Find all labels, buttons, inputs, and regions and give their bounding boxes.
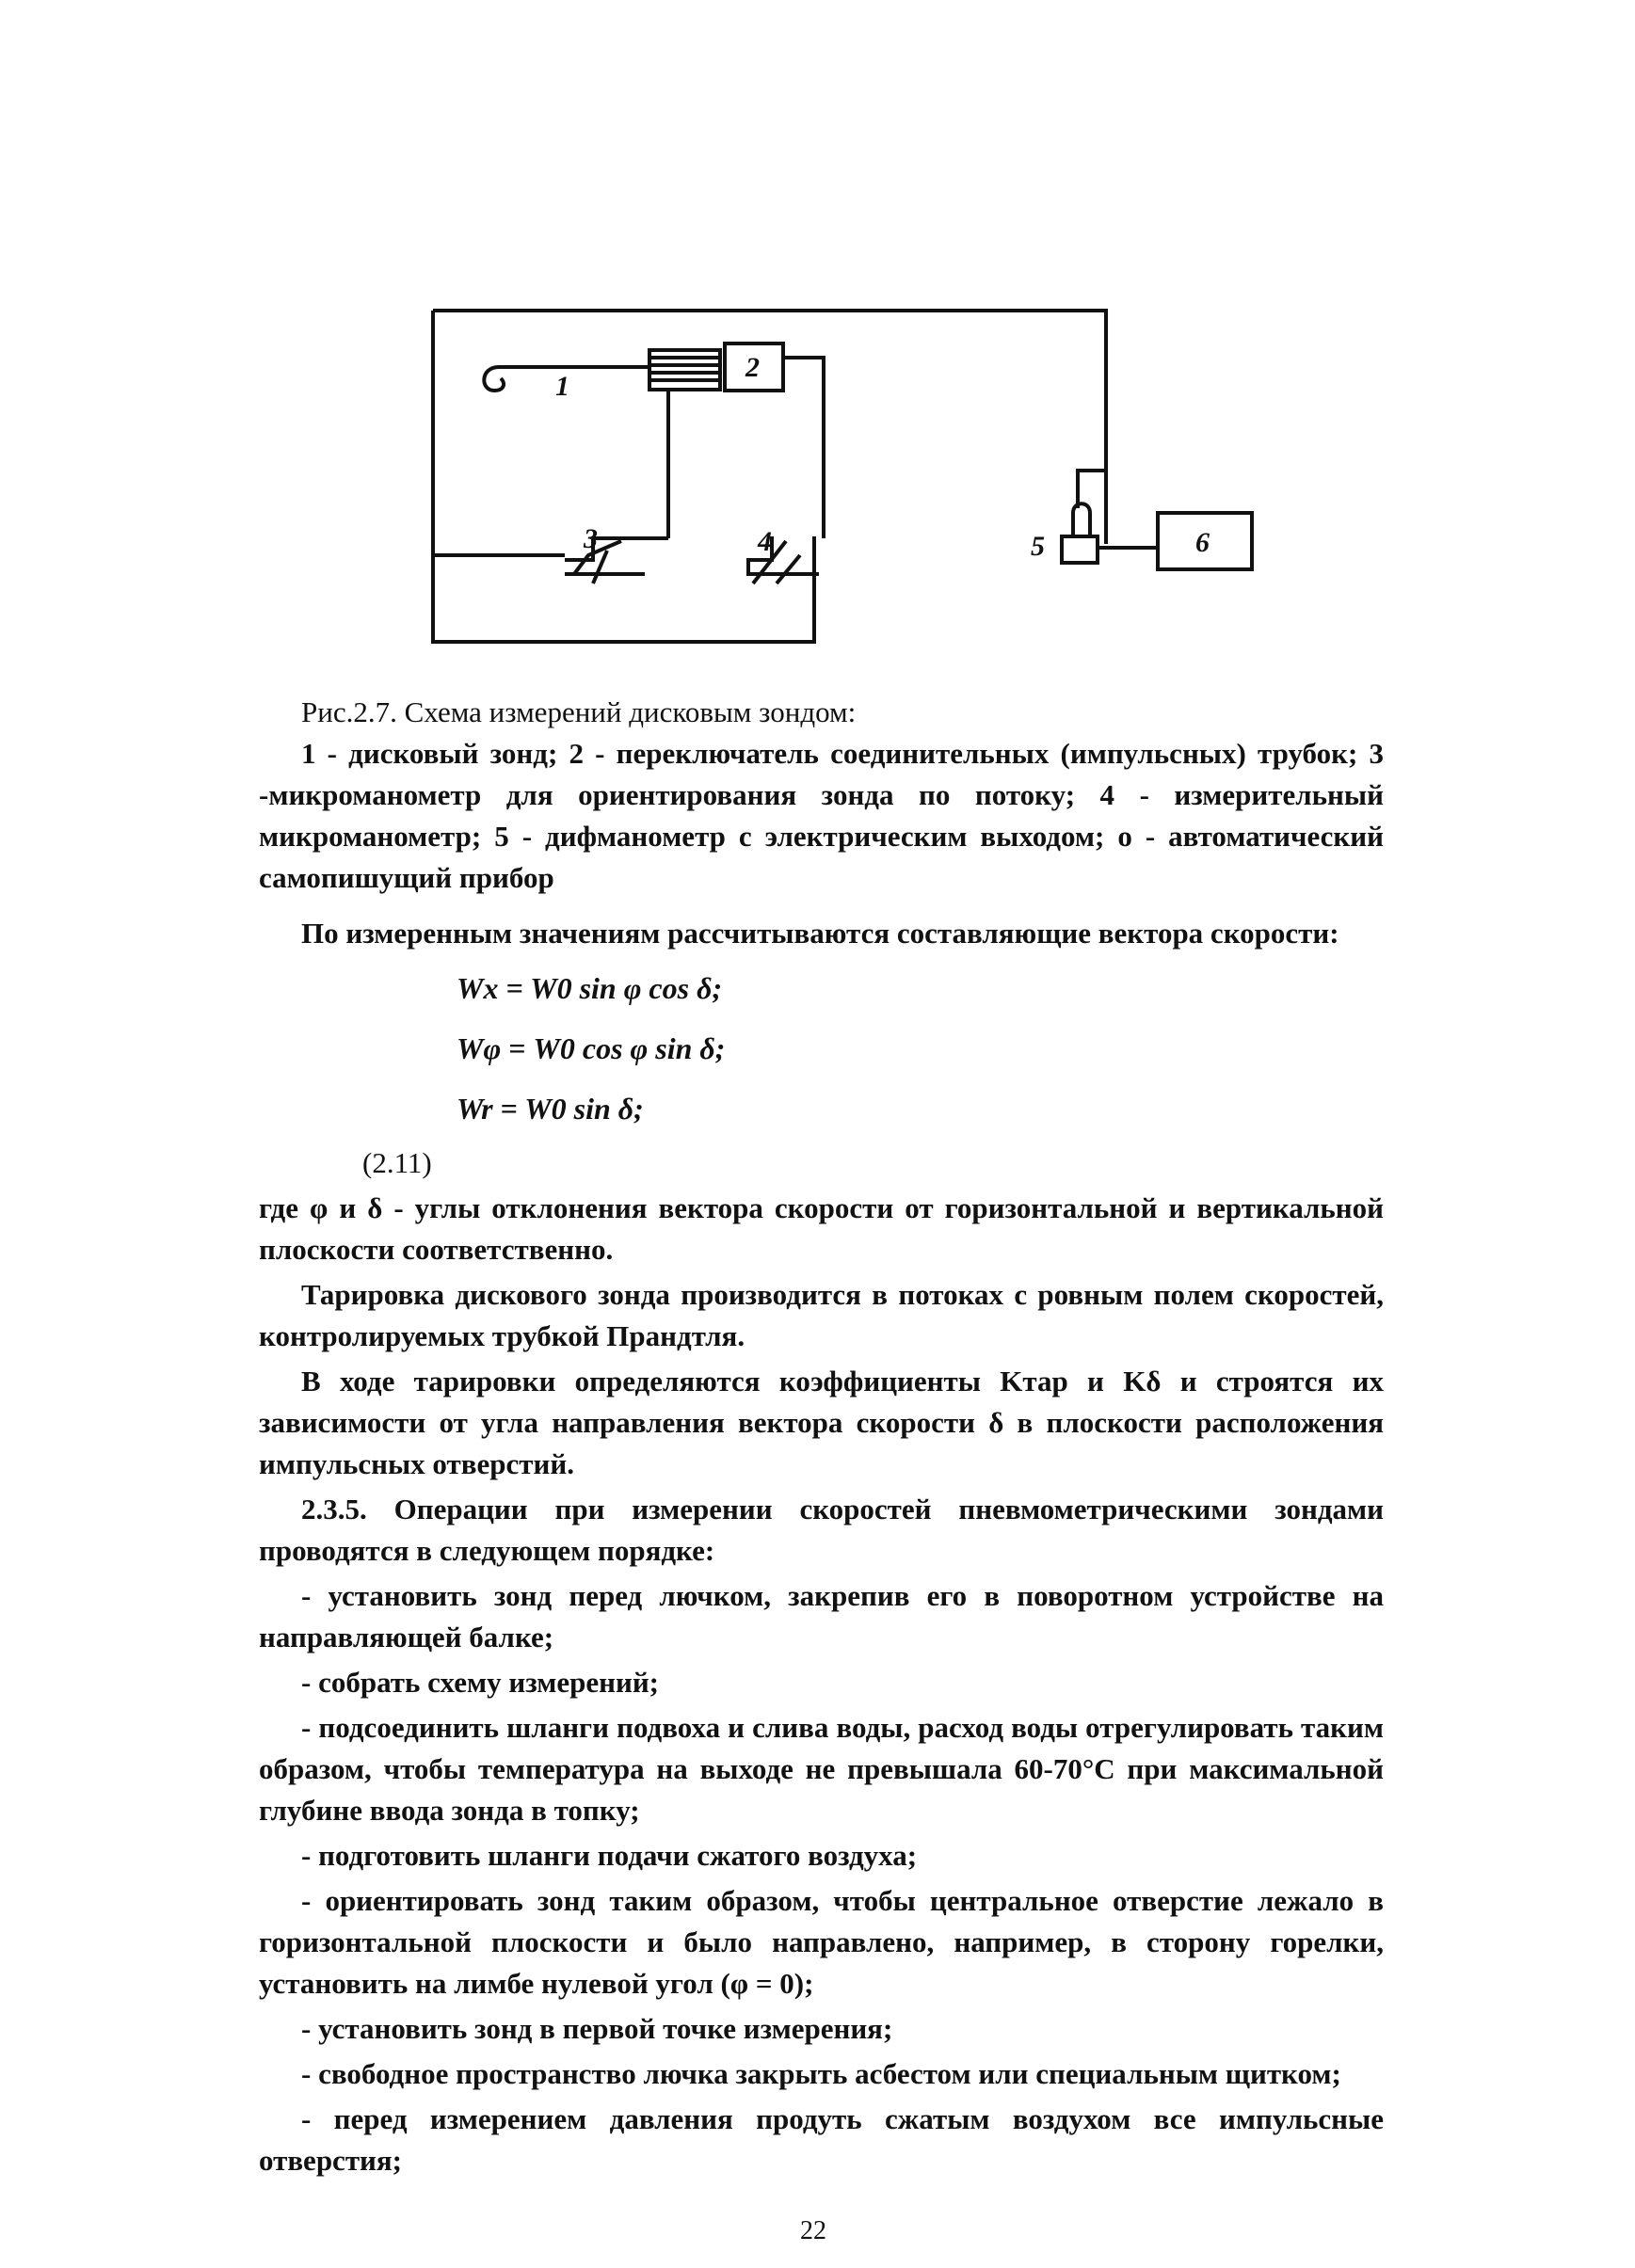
figure-caption bbox=[259, 692, 1384, 899]
micromanometer-3 bbox=[565, 538, 668, 583]
label-6: 6 bbox=[1195, 527, 1210, 558]
page-number: 22 bbox=[800, 2216, 826, 2245]
label-3: 3 bbox=[584, 523, 598, 554]
label-5: 5 bbox=[1031, 531, 1045, 562]
list-item: - подготовить шланги подачи сжатого воздуха; bbox=[301, 1839, 918, 1872]
list-item: - подсоединить шланги подвоха и слива воды, расход воды отрегулировать таким образом, чтобы температура на выходе не превышала 60-70°С при максимальной глубине ввода зонда в топку; bbox=[259, 1711, 1384, 1827]
list-item: - установить зонд в первой точке измерения; bbox=[301, 2012, 893, 2045]
list-item: - установить зонд перед лючком, закрепив его в поворотном устройстве на направляющей балке; bbox=[259, 1579, 1384, 1653]
paragraph-operations: 2.3.5. Операции при измерении скоростей пневмометрическими зондами проводятся в следующем порядке: bbox=[259, 1493, 1384, 1567]
label-4: 4 bbox=[758, 526, 772, 557]
difmanometer bbox=[1062, 536, 1098, 563]
equation-wr: Wr = W0 sin δ; bbox=[457, 1092, 644, 1126]
caption-legend: 1 - дисковый зонд; 2 - переключатель соединительных (импульсных) трубок; 3 -микроманометр для ориентирования зонда по потоку; 4 - измерительный микроманометр; 5 - дифманометр с электрическим выходом; о - автоматический самопишущий прибор bbox=[259, 737, 1384, 894]
list-item: - перед измерением давления продуть сжатым воздухом все импульсные отверстия; bbox=[259, 2102, 1384, 2177]
equation-number: (2.11) bbox=[362, 1146, 432, 1179]
scheme-drawing bbox=[414, 301, 1280, 668]
probe-disk-end bbox=[484, 367, 504, 391]
label-2: 2 bbox=[745, 352, 760, 383]
paragraph-calibration: Тарировка дискового зонда производится в потоках с ровным полем скоростей, контролируемых трубкой Прандтля. bbox=[259, 1278, 1384, 1352]
caption-title: Рис.2.7. Схема измерений дисковым зондом: bbox=[301, 695, 857, 728]
paragraph-angles: где φ и δ - углы отклонения вектора скорости от горизонтальной и вертикальной плоскости соответственно. bbox=[259, 1191, 1384, 1266]
body-text bbox=[259, 913, 1384, 2185]
paragraph-coefficients: В ходе тарировки определяются коэффициенты Kтар и Kδ и строятся их зависимости от угла направления вектора скорости δ в плоскости расположения импульсных отверстий. bbox=[259, 1365, 1384, 1480]
intro-paragraph: По измеренным значениям рассчитываются составляющие вектора скорости: bbox=[301, 917, 1339, 950]
equation-wphi: Wφ = W0 cos φ sin δ; bbox=[457, 1031, 726, 1065]
label-1: 1 bbox=[555, 371, 569, 402]
list-item: - собрать схему измерений; bbox=[301, 1666, 660, 1699]
list-item: - свободное пространство лючка закрыть асбестом или специальным щитком; bbox=[301, 2057, 1341, 2090]
measurement-scheme-diagram bbox=[414, 301, 1280, 668]
equation-wx: Wx = W0 sin φ cos δ; bbox=[457, 971, 723, 1005]
list-item: - ориентировать зонд таким образом, чтобы центральное отверстие лежало в горизонтальной плоскости и было направлено, например, в сторону горелки, установить на лимбе нулевой угол (φ = 0); bbox=[259, 1884, 1384, 2000]
